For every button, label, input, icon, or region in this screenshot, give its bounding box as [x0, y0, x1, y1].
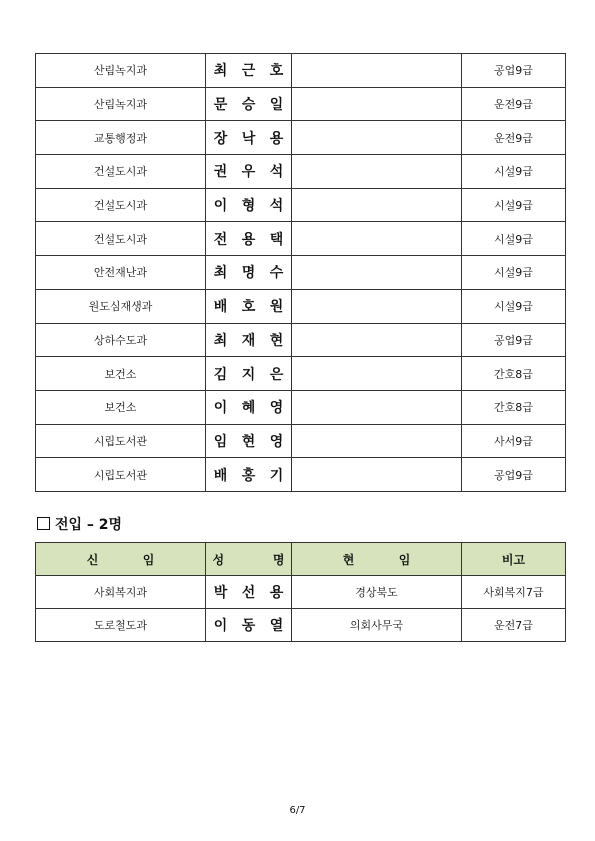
name-cell [206, 87, 292, 121]
incoming-table [35, 542, 566, 642]
name-char: 근 [241, 63, 256, 80]
name-char: 김 [213, 366, 228, 383]
previous-post-cell [292, 87, 462, 121]
name-char: 권 [213, 164, 228, 181]
dept-cell: 도로철도과 [36, 609, 206, 642]
name-char: 호 [269, 63, 284, 80]
table-row [36, 289, 566, 323]
note-cell: 공업9급 [462, 54, 566, 88]
table-row [36, 87, 566, 121]
name-char: 이 [213, 618, 228, 634]
table-row [36, 458, 566, 492]
name-cell [206, 121, 292, 155]
dept-cell: 산림녹지과 [36, 54, 206, 88]
previous-post-cell [292, 357, 462, 391]
name-char: 형 [241, 198, 256, 215]
dept-cell: 원도심재생과 [36, 289, 206, 323]
name-cell [206, 256, 292, 290]
name-cell [206, 609, 292, 642]
note-cell: 공업9급 [462, 323, 566, 357]
transfer-table [35, 53, 566, 492]
name-cell [206, 188, 292, 222]
note-cell: 공업9급 [462, 458, 566, 492]
name-char: 동 [241, 618, 256, 634]
table-row [36, 256, 566, 290]
name-char: 선 [241, 585, 256, 601]
dept-cell: 상하수도과 [36, 323, 206, 357]
name-cell [206, 222, 292, 256]
header-note: 비고 [462, 543, 566, 576]
header-new-post: 신 임 [36, 543, 206, 576]
dept-cell: 건설도시과 [36, 222, 206, 256]
table-row [36, 576, 566, 609]
name-char: 기 [269, 467, 284, 484]
table-row [36, 222, 566, 256]
note-cell: 운전9급 [462, 121, 566, 155]
name-char: 우 [241, 164, 256, 181]
name-cell [206, 289, 292, 323]
name-char: 전 [213, 231, 228, 248]
note-cell: 간호8급 [462, 390, 566, 424]
name-char: 이 [213, 400, 228, 417]
table-row [36, 323, 566, 357]
previous-post-cell [292, 323, 462, 357]
name-char: 승 [241, 97, 256, 114]
dept-cell: 시립도서관 [36, 424, 206, 458]
table-row [36, 609, 566, 642]
previous-post-cell [292, 222, 462, 256]
section-heading [37, 514, 122, 534]
incoming-table-body [36, 576, 566, 642]
name-cell [206, 458, 292, 492]
name-char: 최 [213, 332, 228, 349]
name-char: 홍 [241, 467, 256, 484]
previous-post-cell [292, 54, 462, 88]
previous-post-cell [292, 289, 462, 323]
note-cell: 시설9급 [462, 289, 566, 323]
table-row [36, 121, 566, 155]
name-char: 박 [213, 585, 228, 601]
name-char: 배 [213, 467, 228, 484]
name-char: 이 [213, 198, 228, 215]
previous-post-cell [292, 256, 462, 290]
name-char: 일 [269, 97, 284, 114]
name-cell [206, 155, 292, 189]
note-cell: 사회복지7급 [462, 576, 566, 609]
name-char: 장 [213, 130, 228, 147]
previous-post-cell [292, 458, 462, 492]
name-char: 낙 [241, 130, 256, 147]
note-cell: 사서9급 [462, 424, 566, 458]
note-cell: 간호8급 [462, 357, 566, 391]
dept-cell: 보건소 [36, 390, 206, 424]
name-char: 택 [269, 231, 284, 248]
previous-post-cell: 경상북도 [292, 576, 462, 609]
name-char: 은 [269, 366, 284, 383]
checkbox-square-icon [37, 517, 50, 530]
name-char: 수 [269, 265, 284, 282]
dept-cell: 안전재난과 [36, 256, 206, 290]
name-char: 최 [213, 63, 228, 80]
name-char: 임 [213, 433, 228, 450]
name-cell [206, 576, 292, 609]
name-char: 명 [241, 265, 256, 282]
table-row [36, 155, 566, 189]
previous-post-cell [292, 155, 462, 189]
name-char: 혜 [241, 400, 256, 417]
dept-cell: 사회복지과 [36, 576, 206, 609]
page-number: 6/7 [289, 805, 306, 816]
name-char: 원 [269, 299, 284, 316]
table-row [36, 54, 566, 88]
name-char: 용 [269, 585, 284, 601]
name-char: 현 [241, 433, 256, 450]
name-char: 영 [269, 400, 284, 417]
previous-post-cell [292, 121, 462, 155]
name-cell [206, 357, 292, 391]
previous-post-cell [292, 188, 462, 222]
dept-cell: 건설도시과 [36, 155, 206, 189]
name-cell [206, 323, 292, 357]
name-char: 석 [269, 198, 284, 215]
note-cell: 시설9급 [462, 155, 566, 189]
name-cell [206, 54, 292, 88]
name-char: 재 [241, 332, 256, 349]
incoming-table-header-row [36, 543, 566, 576]
dept-cell: 보건소 [36, 357, 206, 391]
table-row [36, 188, 566, 222]
name-char: 최 [213, 265, 228, 282]
transfer-table-body [36, 54, 566, 492]
note-cell: 시설9급 [462, 188, 566, 222]
name-char: 열 [269, 618, 284, 634]
name-cell [206, 424, 292, 458]
name-cell [206, 390, 292, 424]
name-char: 배 [213, 299, 228, 316]
name-char: 석 [269, 164, 284, 181]
name-char: 문 [213, 97, 228, 114]
table-row [36, 357, 566, 391]
note-cell: 운전7급 [462, 609, 566, 642]
dept-cell: 산림녹지과 [36, 87, 206, 121]
name-char: 호 [241, 299, 256, 316]
dept-cell: 건설도시과 [36, 188, 206, 222]
table-row [36, 424, 566, 458]
note-cell: 시설9급 [462, 256, 566, 290]
name-char: 용 [241, 231, 256, 248]
table-row [36, 390, 566, 424]
header-name: 성 명 [206, 543, 292, 576]
previous-post-cell [292, 424, 462, 458]
previous-post-cell: 의회사무국 [292, 609, 462, 642]
header-current-post: 현 임 [292, 543, 462, 576]
dept-cell: 시립도서관 [36, 458, 206, 492]
note-cell: 시설9급 [462, 222, 566, 256]
name-char: 영 [269, 433, 284, 450]
name-char: 현 [269, 332, 284, 349]
note-cell: 운전9급 [462, 87, 566, 121]
name-char: 지 [241, 366, 256, 383]
dept-cell: 교통행정과 [36, 121, 206, 155]
name-char: 용 [269, 130, 284, 147]
section-heading-text: 전입 – 2명 [55, 517, 123, 533]
previous-post-cell [292, 390, 462, 424]
